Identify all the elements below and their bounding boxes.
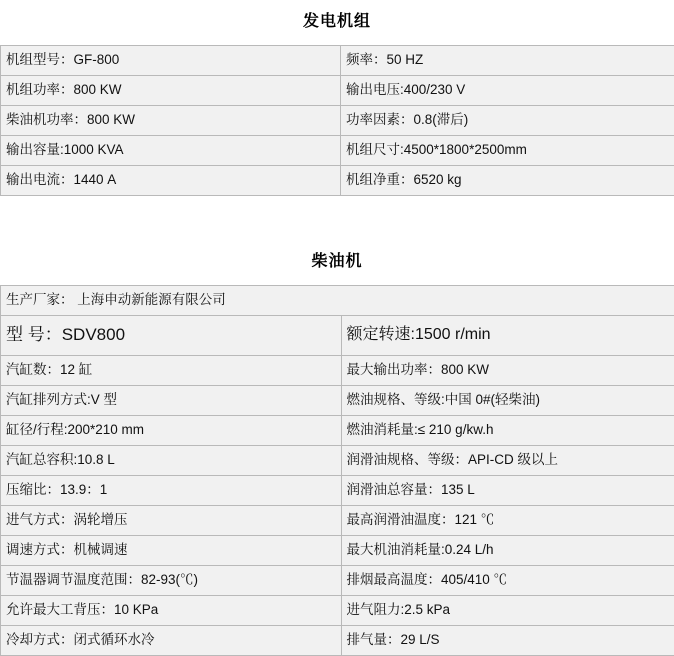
genset-cell-power-factor: 功率因素：0.8(滞后) <box>341 106 674 136</box>
diesel-cell-intake-resistance: 进气阻力:2.5 kPa <box>341 596 674 626</box>
diesel-cell-displacement: 汽缸总容积:10.8 L <box>1 446 342 476</box>
table-row <box>1 626 674 656</box>
table-row <box>1 596 674 626</box>
diesel-cell-cooling-type: 冷却方式：闭式循环水冷 <box>1 626 342 656</box>
diesel-cell-max-output: 最大输出功率：800 KW <box>341 356 674 386</box>
diesel-cell-manufacturer: 生产厂家： 上海申动新能源有限公司 <box>1 286 674 316</box>
diesel-cell-governor-type: 调速方式：机械调速 <box>1 536 342 566</box>
table-row <box>1 476 674 506</box>
diesel-cell-rated-speed: 额定转速:1500 r/min <box>341 316 674 356</box>
table-row <box>1 446 674 476</box>
table-row <box>1 106 674 136</box>
diesel-cell-fuel-consumption: 燃油消耗量:≤ 210 g/kw.h <box>341 416 674 446</box>
diesel-cell-fuel-spec: 燃油规格、等级:中国 0#(轻柴油) <box>341 386 674 416</box>
table-row <box>1 316 674 356</box>
genset-cell-model: 机组型号：GF-800 <box>1 46 341 76</box>
table-row <box>1 166 674 196</box>
section-title-diesel: 柴油机 <box>0 248 674 271</box>
table-row <box>1 386 674 416</box>
diesel-cell-max-back-pressure: 允许最大工背压：10 KPa <box>1 596 342 626</box>
diesel-cell-max-oil-consumption: 最大机油消耗量:0.24 L/h <box>341 536 674 566</box>
diesel-spec-table <box>0 285 674 656</box>
section-title-genset: 发电机组 <box>0 8 674 31</box>
table-row <box>1 356 674 386</box>
spec-sheet-page <box>0 8 674 656</box>
genset-cell-voltage: 输出电压:400/230 V <box>341 76 674 106</box>
genset-cell-frequency: 频率：50 HZ <box>341 46 674 76</box>
genset-cell-capacity: 输出容量:1000 KVA <box>1 136 341 166</box>
diesel-cell-thermostat-range: 节温器调节温度范围：82-93(℃) <box>1 566 342 596</box>
diesel-cell-model <box>1 316 342 356</box>
diesel-cell-cylinder-arrangement: 汽缸排列方式:V 型 <box>1 386 342 416</box>
diesel-cell-lube-capacity: 润滑油总容量：135 L <box>341 476 674 506</box>
table-row <box>1 566 674 596</box>
table-row <box>1 76 674 106</box>
genset-spec-table <box>0 45 674 196</box>
table-row <box>1 506 674 536</box>
diesel-cell-max-lube-temp: 最高润滑油温度：121 ℃ <box>341 506 674 536</box>
diesel-model-text: 型 号：SDV800 <box>6 325 125 344</box>
table-row <box>1 416 674 446</box>
diesel-cell-intake-type: 进气方式：涡轮增压 <box>1 506 342 536</box>
diesel-cell-max-exhaust-temp: 排烟最高温度：405/410 ℃ <box>341 566 674 596</box>
table-row <box>1 286 674 316</box>
diesel-cell-cylinders: 汽缸数：12 缸 <box>1 356 342 386</box>
genset-cell-engine-power: 柴油机功率：800 KW <box>1 106 341 136</box>
table-row <box>1 136 674 166</box>
genset-cell-current: 输出电流：1440 A <box>1 166 341 196</box>
table-row <box>1 46 674 76</box>
genset-cell-weight: 机组净重：6520 kg <box>341 166 674 196</box>
genset-cell-power: 机组功率：800 KW <box>1 76 341 106</box>
diesel-cell-bore-stroke: 缸径/行程:200*210 mm <box>1 416 342 446</box>
diesel-cell-exhaust-volume: 排气量：29 L/S <box>341 626 674 656</box>
diesel-cell-lube-spec: 润滑油规格、等级：API-CD 级以上 <box>341 446 674 476</box>
table-row <box>1 536 674 566</box>
genset-cell-dimensions: 机组尺寸:4500*1800*2500mm <box>341 136 674 166</box>
diesel-cell-compression-ratio: 压缩比：13.9：1 <box>1 476 342 506</box>
